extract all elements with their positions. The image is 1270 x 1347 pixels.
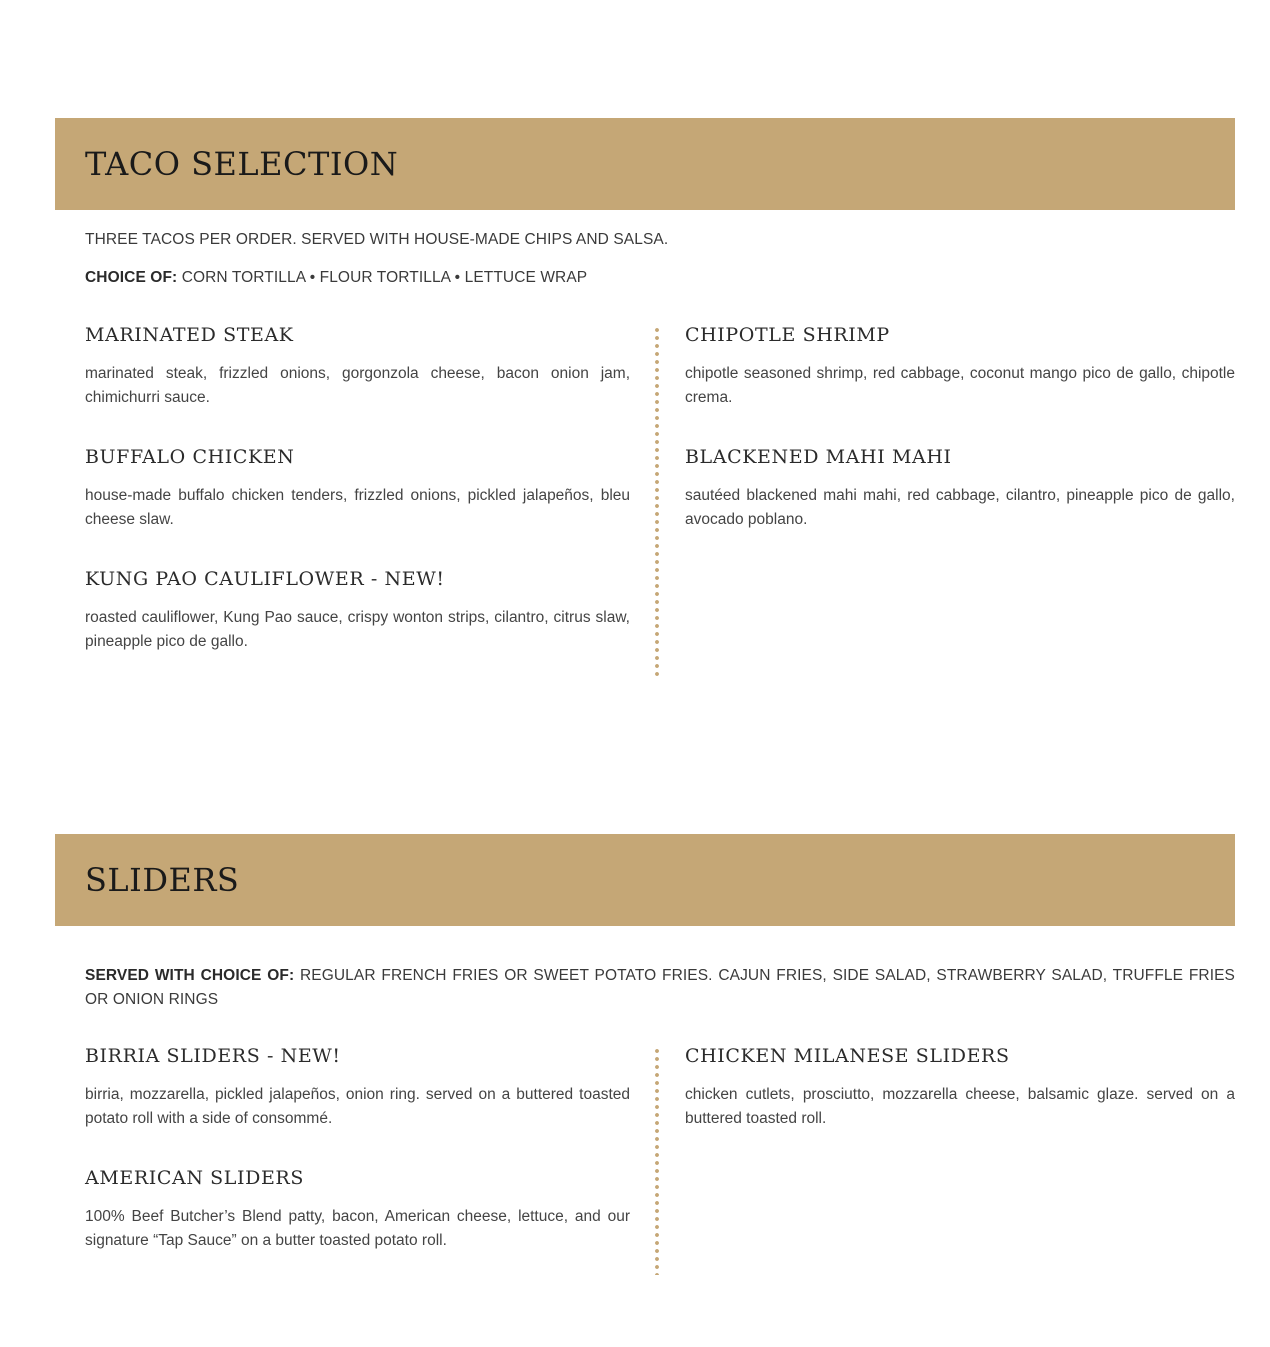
menu-item bbox=[85, 320, 630, 442]
menu-item-description: chipotle seasoned shrimp, red cabbage, coconut mango pico de gallo, chipotle crema. bbox=[685, 365, 1235, 406]
taco-section-banner bbox=[55, 118, 1235, 210]
sliders-left-column bbox=[85, 1041, 630, 1253]
menu-item-description: roasted cauliflower, Kung Pao sauce, crispy wonton strips, cilantro, citrus slaw, pineapple pico de gallo. bbox=[85, 609, 630, 650]
menu-item bbox=[85, 1041, 630, 1163]
sliders-section-banner bbox=[55, 834, 1235, 926]
taco-column-divider bbox=[655, 326, 659, 676]
taco-right-column bbox=[685, 320, 1235, 532]
taco-left-column bbox=[85, 320, 630, 654]
menu-item bbox=[85, 442, 630, 564]
menu-item-description: sautéed blackened mahi mahi, red cabbage, cilantro, pineapple pico de gallo, avocado poblano. bbox=[685, 487, 1235, 528]
sliders-section-title: SLIDERS bbox=[85, 861, 240, 899]
taco-section-title: TACO SELECTION bbox=[85, 145, 399, 183]
menu-item-title: BLACKENED MAHI MAHI bbox=[685, 446, 952, 468]
menu-item-title: BIRRIA SLIDERS - NEW! bbox=[85, 1045, 341, 1067]
taco-choice-label: CHOICE OF: bbox=[85, 269, 178, 286]
sliders-choice-text: REGULAR FRENCH FRIES OR SWEET POTATO FRIES. CAJUN FRIES, SIDE SALAD, STRAWBERRY SALAD, TRUFFLE FRIES OR ONION RINGS bbox=[85, 967, 1235, 1008]
menu-item-title: CHIPOTLE SHRIMP bbox=[685, 324, 890, 346]
menu-item bbox=[685, 442, 1235, 532]
menu-item bbox=[85, 564, 630, 654]
taco-intro-text: THREE TACOS PER ORDER. SERVED WITH HOUSE-MADE CHIPS AND SALSA. bbox=[85, 231, 669, 248]
menu-item-description: marinated steak, frizzled onions, gorgonzola cheese, bacon onion jam, chimichurri sauce. bbox=[85, 365, 630, 406]
sliders-column-divider bbox=[655, 1047, 659, 1275]
menu-item-description: chicken cutlets, prosciutto, mozzarella cheese, balsamic glaze. served on a buttered toasted roll. bbox=[685, 1086, 1235, 1127]
sliders-right-column bbox=[685, 1041, 1235, 1131]
menu-item-title: KUNG PAO CAULIFLOWER - NEW! bbox=[85, 568, 445, 590]
sliders-choice-line bbox=[85, 964, 1235, 1012]
menu-item bbox=[685, 320, 1235, 442]
menu-item-description: house-made buffalo chicken tenders, frizzled onions, pickled jalapeños, bleu cheese slaw. bbox=[85, 487, 630, 528]
menu-item-title: CHICKEN MILANESE SLIDERS bbox=[685, 1045, 1010, 1067]
menu-item-title: MARINATED STEAK bbox=[85, 324, 294, 346]
menu-item bbox=[685, 1041, 1235, 1131]
menu-item-description: 100% Beef Butcher’s Blend patty, bacon, American cheese, lettuce, and our signature “Tap Sauce” on a butter toasted potato roll. bbox=[85, 1208, 630, 1249]
menu-item-title: BUFFALO CHICKEN bbox=[85, 446, 295, 468]
sliders-choice-label: SERVED WITH CHOICE OF: bbox=[85, 967, 295, 984]
taco-choice-line bbox=[85, 266, 1235, 290]
menu-item bbox=[85, 1163, 630, 1253]
taco-intro bbox=[85, 228, 1235, 252]
menu-item-title: AMERICAN SLIDERS bbox=[85, 1167, 304, 1189]
taco-choice-text: CORN TORTILLA • FLOUR TORTILLA • LETTUCE WRAP bbox=[177, 269, 588, 286]
menu-item-description: birria, mozzarella, pickled jalapeños, onion ring. served on a buttered toasted potato roll with a side of consommé. bbox=[85, 1086, 630, 1127]
